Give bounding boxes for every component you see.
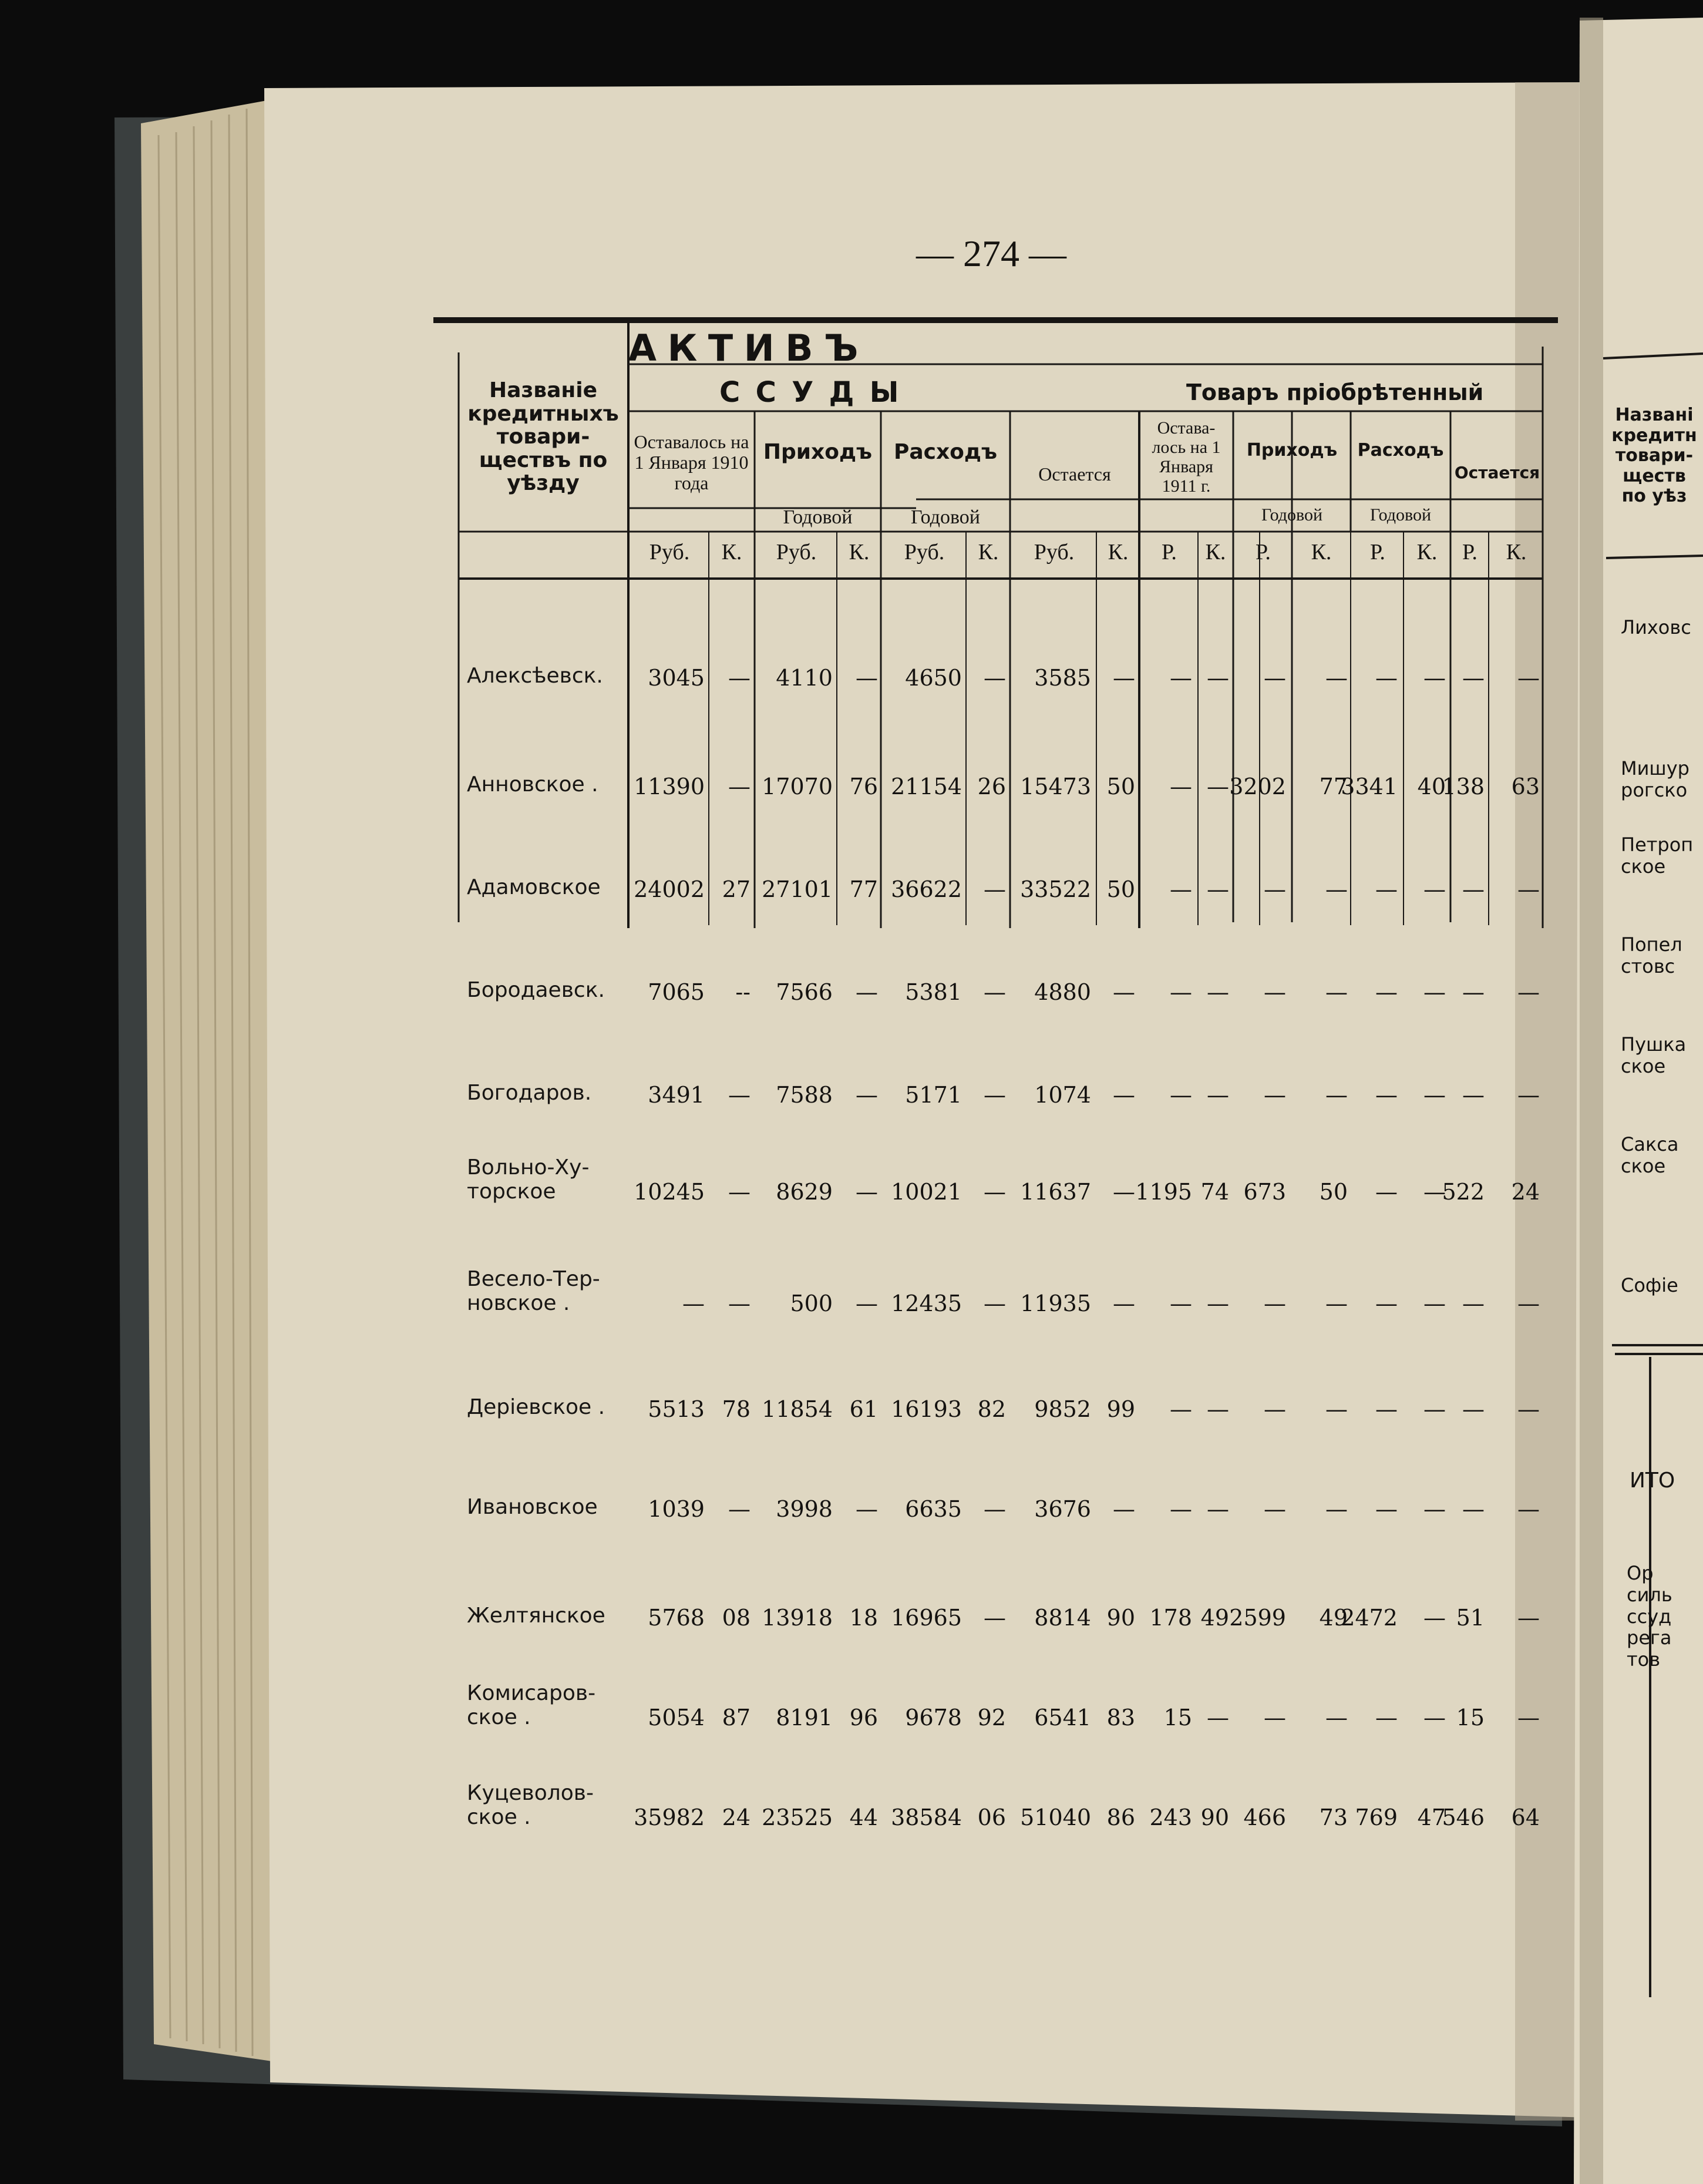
right-page-total: ИТО [1630, 1469, 1675, 1493]
table-cell: 11637 [1020, 1179, 1091, 1205]
table-cell: 11390 [634, 774, 705, 799]
table-cell: 78 [722, 1396, 750, 1422]
table-cell: — [1113, 1082, 1135, 1108]
table-cell: — [1462, 665, 1485, 691]
table-cell: — [1423, 1179, 1446, 1205]
table-cell: — [1423, 665, 1446, 691]
unit-r-8: Р. [1462, 540, 1477, 565]
table-cell: 33522 [1020, 876, 1091, 902]
unit-kop-7: К. [1416, 540, 1438, 565]
table-cell: — [1170, 665, 1192, 691]
table-cell: 96 [849, 1705, 878, 1731]
table-cell: — [1462, 876, 1485, 902]
table-cell: — [1170, 1291, 1192, 1316]
table-cell: — [1517, 876, 1540, 902]
goods-opening-header: Остава-лось на 1 Января 1911 г. [1152, 418, 1221, 496]
unit-kop-6: К. [1311, 540, 1332, 565]
table-cell: 6541 [1034, 1705, 1091, 1731]
table-cell: 64 [1511, 1805, 1540, 1830]
table-cell: — [984, 876, 1006, 902]
table-cell: 17070 [762, 774, 833, 799]
table-cell: 92 [977, 1705, 1006, 1731]
table-cell: — [1375, 979, 1398, 1005]
table-cell: 5513 [648, 1396, 705, 1422]
unit-kop-1: К. [721, 540, 742, 565]
right-page-row-name: Петроп ское [1621, 834, 1694, 878]
table-cell: — [1423, 1496, 1446, 1522]
goods-expense-header: Расходъ [1357, 440, 1444, 461]
table-cell: — [984, 665, 1006, 691]
table-cell: 673 [1243, 1179, 1286, 1205]
table-cell: — [1207, 1705, 1229, 1731]
table-cell: — [1113, 1179, 1135, 1205]
table-cell: — [1207, 774, 1229, 799]
table-cell: 49 [1319, 1605, 1348, 1631]
table-cell: 73 [1319, 1805, 1348, 1830]
unit-rub-2: Руб. [776, 540, 817, 565]
table-cell: — [856, 1496, 878, 1522]
table-cell: 3491 [648, 1082, 705, 1108]
row-name: Весело-Тер-новское . [467, 1267, 600, 1316]
table-cell: 21154 [891, 774, 962, 799]
table-cell: — [1462, 1496, 1485, 1522]
table-cell: — [1207, 979, 1229, 1005]
row-name: Комисаров-ское . [467, 1681, 596, 1730]
table-cell: — [728, 1082, 750, 1108]
table-cell: — [1375, 876, 1398, 902]
row-name: Деріевское . [467, 1395, 605, 1419]
table-cell: 9678 [905, 1705, 962, 1731]
table-cell: 08 [722, 1605, 750, 1631]
table-cell: 16193 [891, 1396, 962, 1422]
table-cell: 546 [1442, 1805, 1485, 1830]
table-cell: — [728, 1179, 750, 1205]
table-cell: — [1207, 876, 1229, 902]
table-cell: — [1423, 1082, 1446, 1108]
table-cell: — [1423, 876, 1446, 902]
table-cell: 16965 [891, 1605, 962, 1631]
right-page-row-name: Сакса ское [1621, 1133, 1679, 1177]
loans-income-annual: Годовой [783, 506, 853, 528]
table-cell: — [1423, 1705, 1446, 1731]
table-cell: — [1375, 1082, 1398, 1108]
table-cell: 243 [1149, 1805, 1192, 1830]
table-cell: 138 [1442, 774, 1485, 799]
unit-kop-3: К. [978, 540, 999, 565]
table-cell: 87 [722, 1705, 750, 1731]
unit-kop-4: К. [1108, 540, 1129, 565]
table-cell: 90 [1106, 1605, 1135, 1631]
table-cell: — [984, 1291, 1006, 1316]
table-cell: — [1207, 1082, 1229, 1108]
table-cell: 24 [722, 1805, 750, 1830]
table-cell: — [1325, 1082, 1348, 1108]
table-cell: 3676 [1034, 1496, 1091, 1522]
table-cell: 8629 [776, 1179, 833, 1205]
table-cell: — [1375, 1179, 1398, 1205]
table-cell: 9852 [1034, 1396, 1091, 1422]
table-cell: 10245 [634, 1179, 705, 1205]
loans-remaining-header: Остается [1038, 463, 1111, 485]
table-cell: — [1517, 1705, 1540, 1731]
table-cell: 5381 [905, 979, 962, 1005]
table-cell: 3998 [776, 1496, 833, 1522]
name-column-header: Названіе кредитныхъ товари-ществъ по уѣзду [467, 378, 619, 496]
table-cell: 90 [1200, 1805, 1229, 1830]
unit-rub-4: Руб. [1034, 540, 1075, 565]
table-cell: 83 [1106, 1705, 1135, 1731]
table-cell: — [1113, 1291, 1135, 1316]
table-cell: — [1517, 1396, 1540, 1422]
table-cell: — [1264, 665, 1286, 691]
table-cell: — [1423, 1605, 1446, 1631]
table-cell: — [1207, 665, 1229, 691]
table-cell: 1074 [1034, 1082, 1091, 1108]
row-name: Адамовское [467, 875, 601, 899]
table-cell: — [856, 665, 878, 691]
table-cell: — [1462, 979, 1485, 1005]
table-cell: — [1375, 1291, 1398, 1316]
table-cell: — [1170, 774, 1192, 799]
table-cell: — [856, 979, 878, 1005]
unit-r-6: Р. [1256, 540, 1271, 565]
unit-kop-2: К. [849, 540, 870, 565]
table-cell: — [682, 1291, 705, 1316]
table-cell: 11935 [1020, 1291, 1091, 1316]
table-cell: 36622 [891, 876, 962, 902]
table-cell: — [1264, 876, 1286, 902]
table-cell: 8191 [776, 1705, 833, 1731]
right-page-row-name: Мишур рогско [1621, 757, 1689, 801]
table-cell: — [1325, 1396, 1348, 1422]
table-cell: — [1264, 1082, 1286, 1108]
table-cell: — [1375, 1705, 1398, 1731]
table-cell: 178 [1149, 1605, 1192, 1631]
table-cell: 49 [1200, 1605, 1229, 1631]
table-cell: — [1207, 1291, 1229, 1316]
table-cell: — [1170, 876, 1192, 902]
table-cell: — [1207, 1496, 1229, 1522]
loans-income-header: Приходъ [763, 440, 873, 464]
table-cell: 23525 [762, 1805, 833, 1830]
row-name: Вольно-Ху-торское [467, 1155, 590, 1204]
table-cell: — [1517, 665, 1540, 691]
loans-opening-header: Оставалось на 1 Января 1910 года [634, 431, 749, 494]
row-name: Куцеволов-ское . [467, 1781, 594, 1830]
table-cell: — [1264, 1496, 1286, 1522]
table-cell: — [984, 1605, 1006, 1631]
table-cell: 5171 [905, 1082, 962, 1108]
table-cell: 27 [722, 876, 750, 902]
table-cell: — [1517, 1496, 1540, 1522]
table-cell: — [1462, 1082, 1485, 1108]
table-cell: — [1375, 1396, 1398, 1422]
table-cell: 12435 [891, 1291, 962, 1316]
table-cell: 61 [849, 1396, 878, 1422]
table-cell: 50 [1106, 876, 1135, 902]
table-cell: 38584 [891, 1805, 962, 1830]
table-cell: 6635 [905, 1496, 962, 1522]
table-cell: 7588 [776, 1082, 833, 1108]
right-page-row-name: Лиховс [1621, 616, 1691, 639]
goods-group-title: Товаръ пріобрѣтенный [1186, 379, 1484, 405]
table-cell: — [1325, 1705, 1348, 1731]
table-cell: — [728, 665, 750, 691]
table-cell: — [1325, 876, 1348, 902]
table-cell: — [984, 1179, 1006, 1205]
goods-income-annual: Годовой [1261, 505, 1323, 525]
loans-expense-header: Расходъ [893, 440, 998, 464]
table-cell: — [1264, 1705, 1286, 1731]
table-cell: — [1170, 1082, 1192, 1108]
table-cell: 5054 [648, 1705, 705, 1731]
table-cell: — [1325, 1496, 1348, 1522]
table-cell: 2599 [1229, 1605, 1286, 1631]
table-cell: 99 [1106, 1396, 1135, 1422]
loans-expense-annual: Годовой [910, 506, 980, 528]
table-cell: — [1375, 665, 1398, 691]
table-cell: 86 [1106, 1805, 1135, 1830]
row-name: Алексѣевск. [467, 664, 603, 688]
table-cell: — [1113, 665, 1135, 691]
table-cell: — [1325, 1291, 1348, 1316]
unit-rub-3: Руб. [904, 540, 945, 565]
table-cell: 50 [1106, 774, 1135, 799]
table-cell: — [984, 1082, 1006, 1108]
goods-income-header: Приходъ [1246, 440, 1338, 461]
table-cell: 466 [1243, 1805, 1286, 1830]
table-cell: 63 [1511, 774, 1540, 799]
table-cell: 35982 [634, 1805, 705, 1830]
unit-kop-8: К. [1506, 540, 1527, 565]
unit-rub-1: Руб. [649, 540, 690, 565]
table-cell: — [1423, 979, 1446, 1005]
row-name: Желтянское [467, 1604, 605, 1628]
loans-group-title: ССУДЫ [719, 376, 914, 409]
table-cell: — [1517, 1291, 1540, 1316]
table-cell: 18 [849, 1605, 878, 1631]
table-cell: 77 [1319, 774, 1348, 799]
table-cell: 4110 [776, 665, 833, 691]
table-cell: — [1170, 1496, 1192, 1522]
table-cell: 74 [1200, 1179, 1229, 1205]
right-page-row-name: Софіе [1621, 1274, 1678, 1296]
table-cell: 4650 [905, 665, 962, 691]
table-cell: 77 [849, 876, 878, 902]
table-cell: — [1462, 1396, 1485, 1422]
section-title: АКТИВЪ [628, 327, 869, 369]
page-number: — 274 — [916, 233, 1066, 274]
right-page-row-name: Пушка ское [1621, 1033, 1687, 1077]
table-cell: — [1264, 1291, 1286, 1316]
table-cell: 15473 [1020, 774, 1091, 799]
table-cell: 15 [1163, 1705, 1192, 1731]
table-cell: 50 [1319, 1179, 1348, 1205]
row-name: Ивановское [467, 1495, 598, 1519]
table-cell: — [1423, 1291, 1446, 1316]
table-cell: 06 [977, 1805, 1006, 1830]
table-cell: 76 [849, 774, 878, 799]
right-page-header: Названі кредитн товари- ществ по уѣз [1611, 405, 1697, 506]
table-cell: 3202 [1229, 774, 1286, 799]
unit-kop-5: К. [1205, 540, 1226, 565]
table-cell: — [1264, 979, 1286, 1005]
table-cell: 8814 [1034, 1605, 1091, 1631]
row-name: Анновское . [467, 772, 598, 797]
table-cell: — [1325, 665, 1348, 691]
table-cell: 500 [790, 1291, 833, 1316]
table-cell: 10021 [891, 1179, 962, 1205]
table-cell: 15 [1456, 1705, 1485, 1731]
table-cell: 47 [1417, 1805, 1446, 1830]
table-cell: 27101 [762, 876, 833, 902]
goods-expense-annual: Годовой [1369, 505, 1432, 525]
table-cell: — [1517, 1605, 1540, 1631]
table-cell: — [1170, 979, 1192, 1005]
row-name: Богодаров. [467, 1081, 592, 1105]
table-cell: 82 [977, 1396, 1006, 1422]
table-cell: — [1170, 1396, 1192, 1422]
table-cell: — [856, 1082, 878, 1108]
table-cell: 51 [1456, 1605, 1485, 1631]
table-cell: 5768 [648, 1605, 705, 1631]
table-cell: — [1325, 979, 1348, 1005]
table-cell: 1195 [1135, 1179, 1192, 1205]
table-cell: — [1113, 1496, 1135, 1522]
right-page-row-name: Попел стовс [1621, 933, 1682, 977]
table-cell: — [1113, 979, 1135, 1005]
table-cell: 7566 [776, 979, 833, 1005]
table-cell: 13918 [762, 1605, 833, 1631]
table-cell: — [1207, 1396, 1229, 1422]
table-cell: — [984, 979, 1006, 1005]
table-cell: 1039 [648, 1496, 705, 1522]
table-cell: 11854 [762, 1396, 833, 1422]
table-cell: — [1517, 979, 1540, 1005]
table-cell: — [728, 774, 750, 799]
table-cell: 4880 [1034, 979, 1091, 1005]
table-cell: 44 [849, 1805, 878, 1830]
table-cell: -- [735, 979, 750, 1005]
table-cell: — [1264, 1396, 1286, 1422]
table-cell: 3341 [1341, 774, 1398, 799]
table-cell: — [1462, 1291, 1485, 1316]
table-cell: 522 [1442, 1179, 1485, 1205]
table-cell: — [1423, 1396, 1446, 1422]
table-cell: 769 [1355, 1805, 1398, 1830]
table-cell: 51040 [1020, 1805, 1091, 1830]
unit-r-7: Р. [1370, 540, 1385, 565]
table-cell: 26 [977, 774, 1006, 799]
table-cell: 3045 [648, 665, 705, 691]
right-page-note: Ор силь ссуд рега тов [1627, 1562, 1672, 1671]
table-cell: — [984, 1496, 1006, 1522]
table-cell: — [856, 1179, 878, 1205]
table-cell: — [856, 1291, 878, 1316]
table-cell: — [728, 1291, 750, 1316]
table-cell: — [1517, 1082, 1540, 1108]
table-cell: — [1375, 1496, 1398, 1522]
table-cell: 40 [1417, 774, 1446, 799]
unit-r-5: Р. [1162, 540, 1177, 565]
table-cell: 7065 [648, 979, 705, 1005]
table-cell: 3585 [1034, 665, 1091, 691]
table-cell: — [728, 1496, 750, 1522]
table-cell: 24 [1511, 1179, 1540, 1205]
row-name: Бородаевск. [467, 978, 605, 1002]
goods-remaining-header: Остается [1454, 463, 1540, 482]
table-cell: 2472 [1341, 1605, 1398, 1631]
table-cell: 24002 [634, 876, 705, 902]
